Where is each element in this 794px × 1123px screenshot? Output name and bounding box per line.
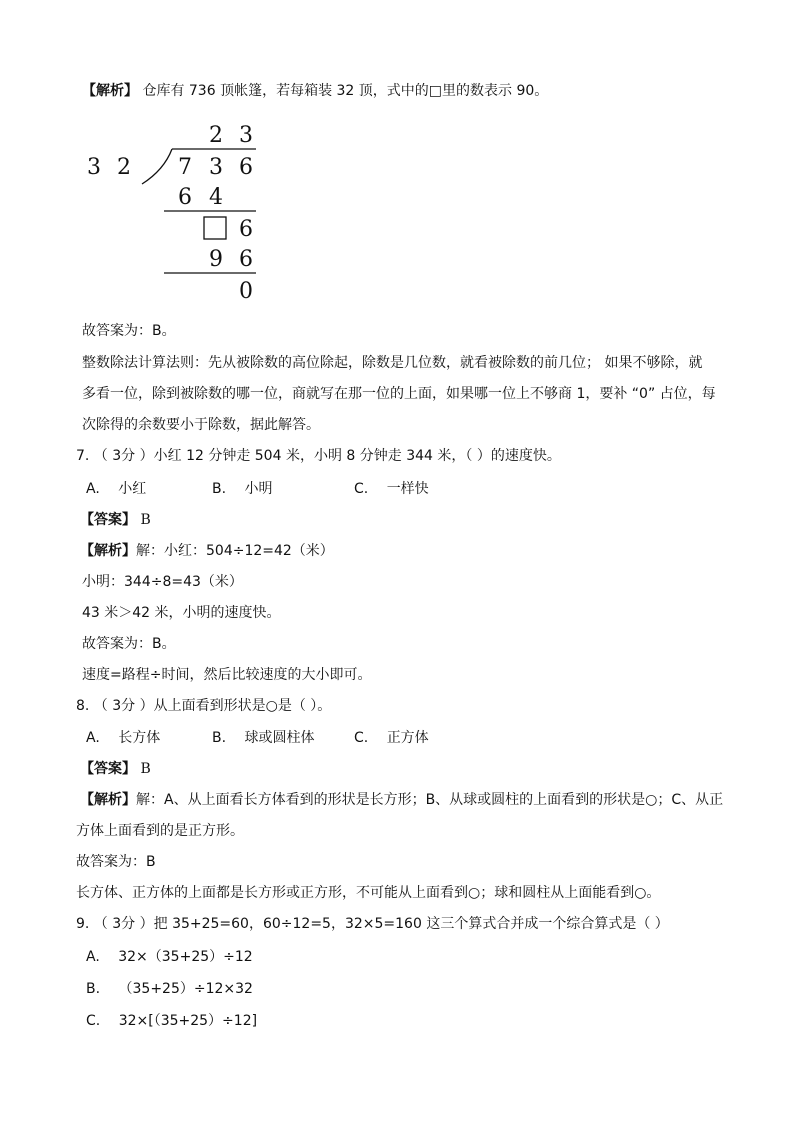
- q9-stem: 9. （ 3分 ）把 35+25=60，60÷12=5，32×5=160 这三个算式合并成一个综合算式是（ ）: [76, 916, 669, 932]
- q8-stem: 8. （ 3分 ）从上面看到形状是○是（ ）。: [76, 698, 332, 714]
- q9-option-c: [86, 1012, 257, 1030]
- step1-digit: 4: [209, 185, 223, 210]
- q6-rule-line: 多看一位，除到被除数的哪一位，商就写在那一位的上面，如果哪一位上不够商 1，要补 “0” 占位，每: [82, 386, 716, 402]
- step2-digit: 6: [239, 217, 253, 242]
- q8-note: 长方体、正方体的上面都是长方形或正方形，不可能从上面看到○；球和圆柱从上面能看到○。: [76, 885, 661, 901]
- option-letter: A.: [86, 949, 100, 965]
- q7-option-a: [86, 480, 146, 498]
- option-text: 小红: [118, 481, 147, 497]
- divisor-digit: 3: [87, 155, 101, 180]
- option-text: 32×（35+25）÷12: [118, 949, 253, 965]
- q8-analysis: [80, 791, 723, 809]
- answer-value: B: [140, 512, 151, 528]
- option-text: 正方体: [386, 730, 429, 746]
- q8-analysis-line: 方体上面看到的是正方形。: [76, 823, 244, 839]
- analysis-tag: 【解析】: [80, 792, 136, 808]
- option-letter: B.: [86, 981, 101, 997]
- analysis-intro: [82, 82, 548, 100]
- q7-analysis-line: 43 米＞42 米，小明的速度快。: [82, 605, 281, 621]
- analysis-text: 解：小红：504÷12=42（米）: [136, 543, 334, 559]
- q7-option-c: [354, 480, 429, 498]
- q7-answer: [80, 511, 151, 529]
- analysis-text: 解：A、从上面看长方体看到的形状是长方形；B、从球或圆柱的上面看到的形状是○；C、从正: [136, 792, 724, 808]
- q8-conclusion: 故答案为：B: [76, 854, 156, 870]
- option-text: 小明: [244, 481, 273, 497]
- q6-rule-line: 整数除法计算法则：先从被除数的高位除起，除数是几位数，就看被除数的前几位； 如果不够除，就: [82, 355, 703, 371]
- q7-analysis: [80, 542, 334, 560]
- q8-option-a: [86, 729, 160, 747]
- long-division-figure: [84, 118, 264, 308]
- q7-analysis-line: 小明：344÷8=43（米）: [82, 574, 243, 590]
- answer-value: B: [140, 761, 151, 777]
- option-letter: A.: [86, 730, 100, 746]
- step3-digit: 6: [239, 247, 253, 272]
- q8-option-c: [354, 729, 429, 747]
- option-text: 32×[（35+25）÷12]: [118, 1013, 258, 1029]
- step1-digit: 6: [178, 185, 192, 210]
- division-bracket: [142, 149, 172, 184]
- q7-stem: 7. （ 3分 ）小红 12 分钟走 504 米，小明 8 分钟走 344 米，（ ）的速度快。: [76, 448, 561, 464]
- option-letter: C.: [354, 730, 369, 746]
- blank-box: [204, 217, 226, 239]
- option-letter: C.: [354, 481, 369, 497]
- q9-option-a: [86, 948, 253, 966]
- dividend-digit: 7: [178, 155, 192, 180]
- analysis-tag: 【解析】: [80, 543, 136, 559]
- quotient-digit: 2: [209, 123, 223, 148]
- q9-option-b: [86, 980, 253, 998]
- option-letter: A.: [86, 481, 100, 497]
- q7-note: 速度=路程÷时间，然后比较速度的大小即可。: [82, 667, 372, 683]
- dividend-digit: 3: [209, 155, 223, 180]
- option-letter: C.: [86, 1013, 101, 1029]
- q7-option-b: [212, 480, 273, 498]
- answer-tag: 【答案】: [80, 761, 136, 777]
- q8-answer: [80, 760, 151, 778]
- answer-tag: 【答案】: [80, 512, 136, 528]
- dividend-digit: 6: [239, 155, 253, 180]
- option-letter: B.: [212, 481, 227, 497]
- analysis-text: 仓库有 736 顶帐篷，若每箱装 32 顶，式中的□里的数表示 90。: [142, 83, 549, 99]
- option-text: 一样快: [386, 481, 429, 497]
- q7-conclusion: 故答案为：B。: [82, 636, 176, 652]
- q8-option-b: [212, 729, 315, 747]
- q6-rule-line: 次除得的余数要小于除数，据此解答。: [82, 417, 320, 433]
- analysis-tag: 【解析】: [82, 83, 138, 99]
- divisor-digit: 2: [117, 155, 131, 180]
- step3-digit: 9: [209, 247, 223, 272]
- option-text: 球或圆柱体: [244, 730, 315, 746]
- quotient-digit: 3: [239, 123, 253, 148]
- q6-answer: 故答案为：B。: [82, 323, 176, 339]
- option-text: （35+25）÷12×32: [118, 981, 253, 997]
- remainder-digit: 0: [239, 279, 253, 304]
- option-text: 长方体: [118, 730, 161, 746]
- option-letter: B.: [212, 730, 227, 746]
